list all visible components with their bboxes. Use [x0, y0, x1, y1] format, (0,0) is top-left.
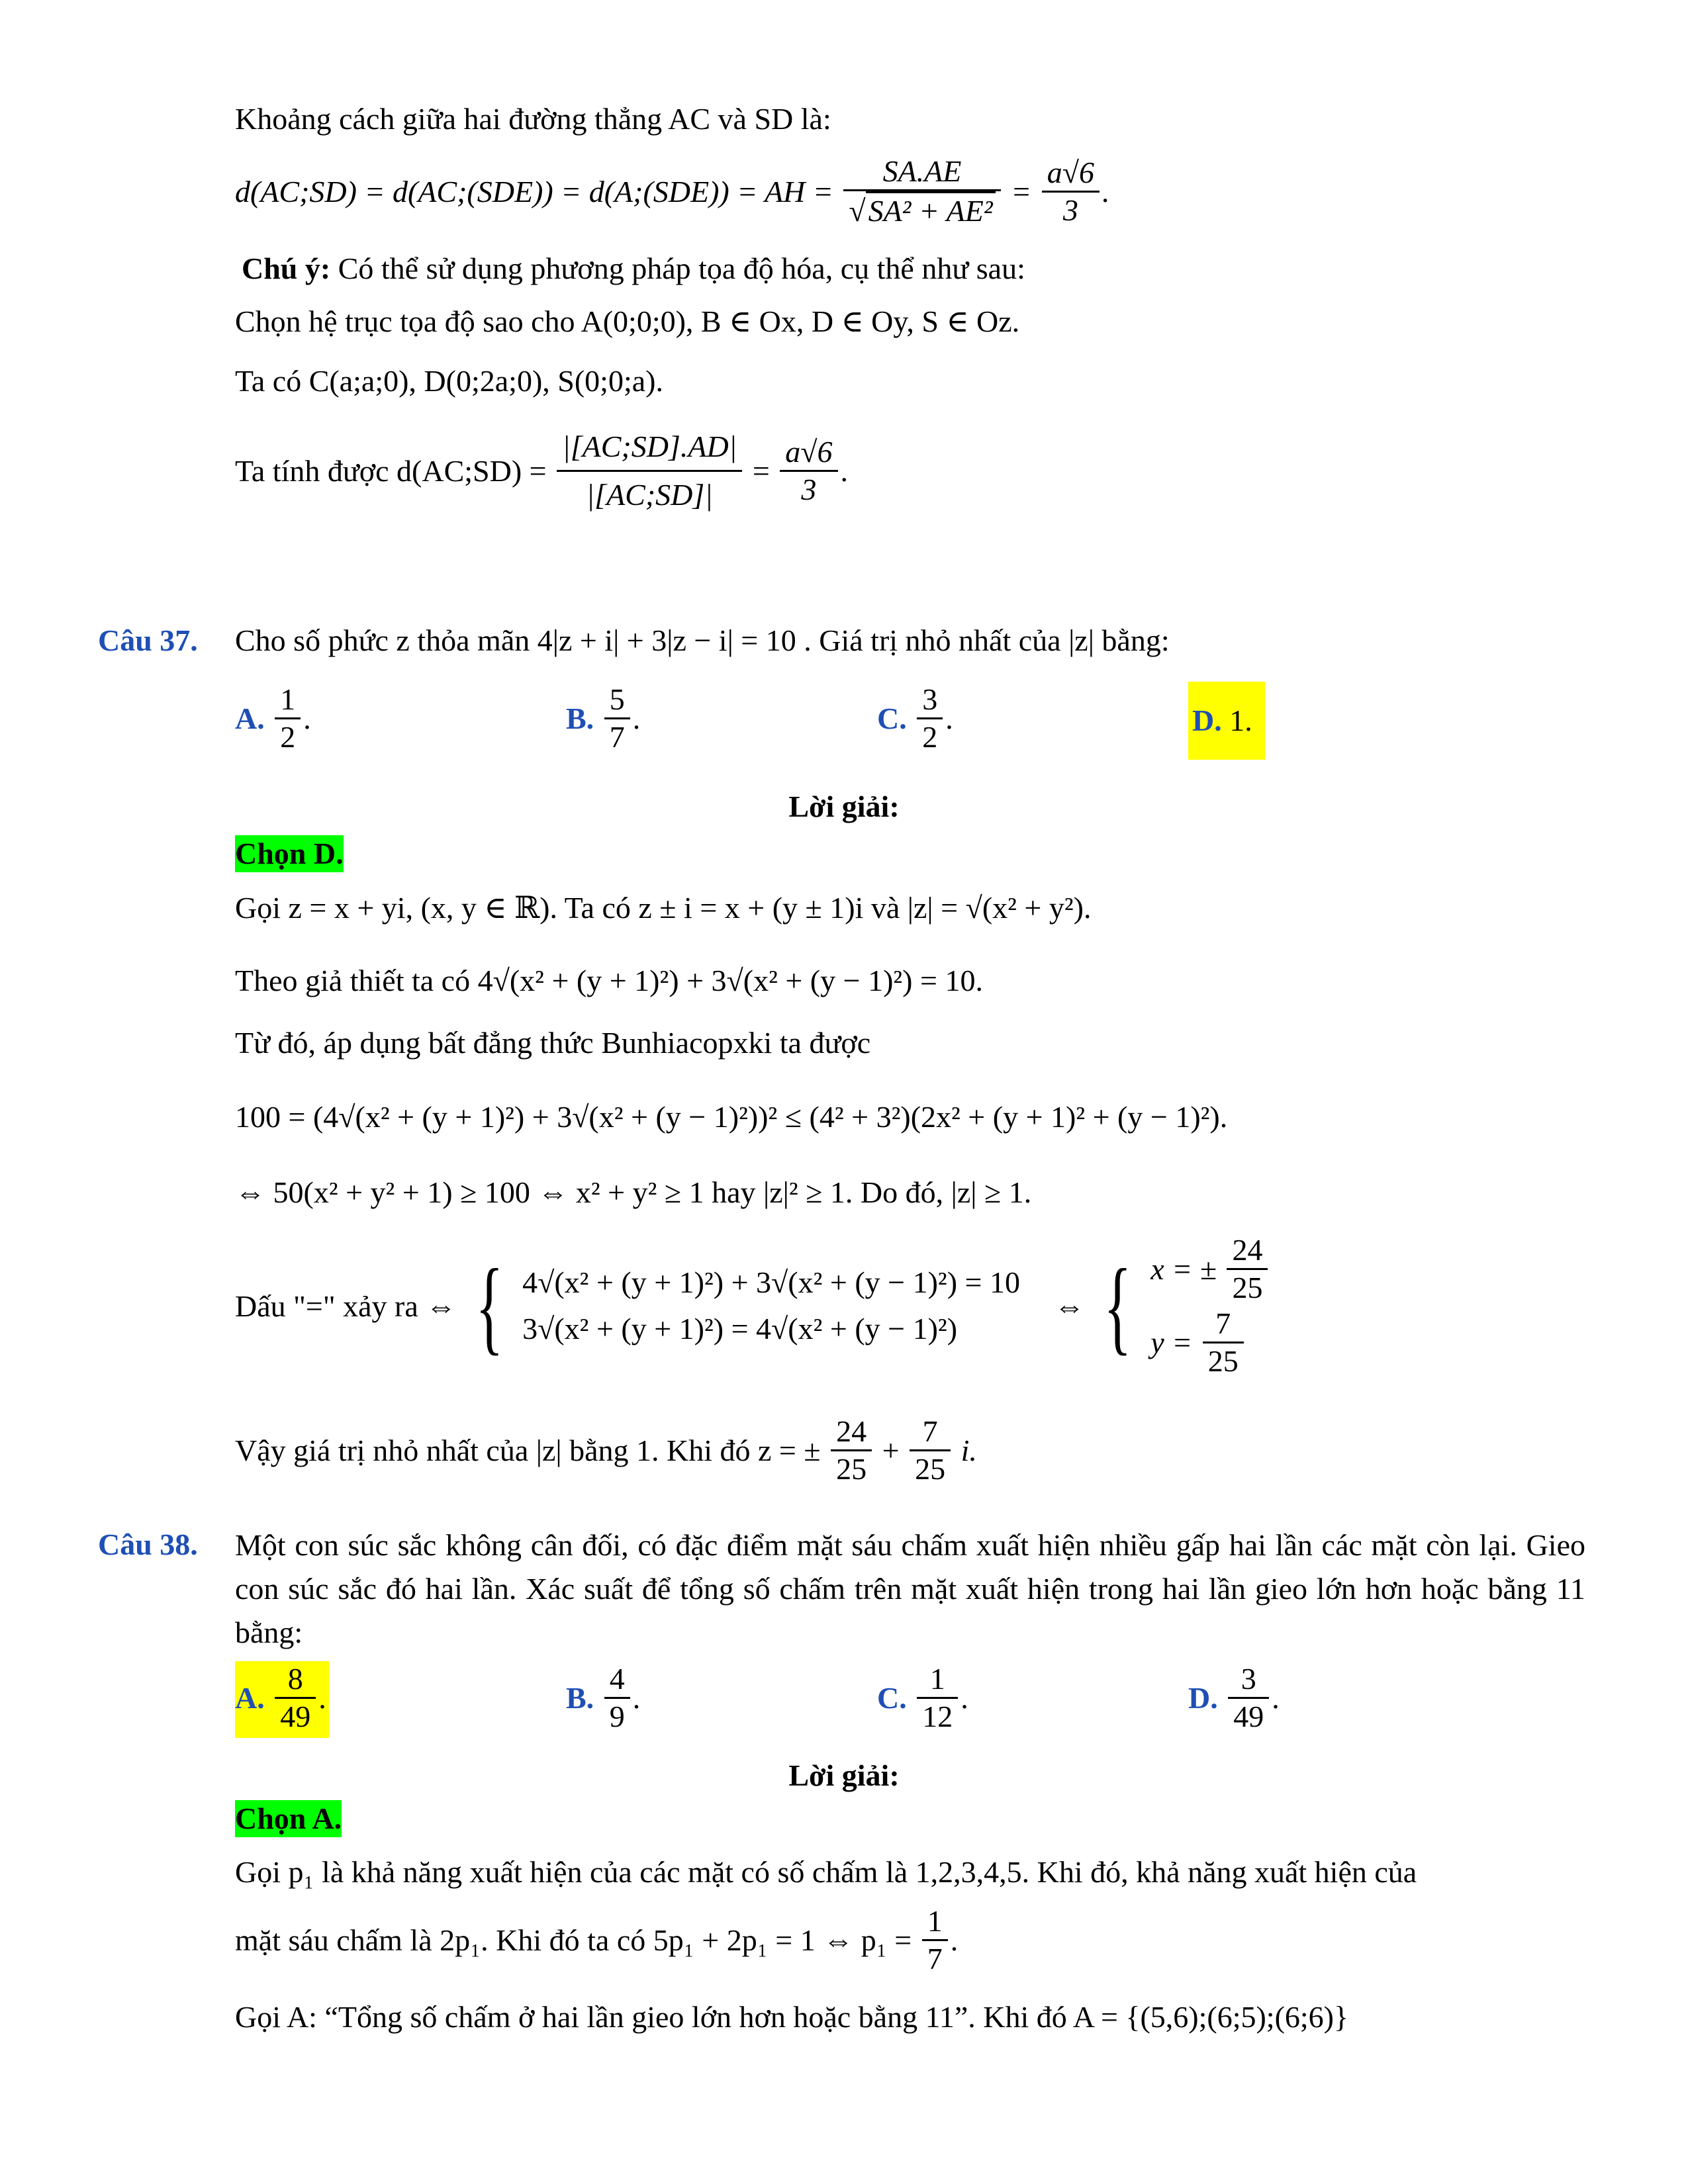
q37-conclusion-n1: 24	[831, 1414, 872, 1451]
q37-option-a-fraction	[275, 682, 301, 755]
distance-fraction	[843, 154, 1000, 229]
q38-option-c-num: 1	[917, 1661, 958, 1699]
q37-option-a-num: 1	[275, 682, 301, 719]
distance-formula: d(AC;SD) = d(AC;(SDE)) = d(A;(SDE)) = AH = $\frac{SA.AE}{\text{√SA² + AE²}}$ = $\frac{a√6}{3}$ .	[235, 154, 1110, 228]
q37-option-d-value: 1.	[1229, 704, 1252, 737]
distance-fraction-num: SA.AE	[843, 154, 1000, 191]
q37-line-4: 100 = (4√(x² + (y + 1)²) + 3√(x² + (y − 1)²))² ≤ (4² + 3²)(2x² + (y + 1)² + (y − 1)²).	[235, 1100, 1228, 1134]
question-38-label: Câu 38.	[98, 1527, 198, 1561]
q37-choice: Chọn D.	[235, 835, 344, 872]
q37-option-c-letter: C.	[877, 702, 907, 735]
q38-option-a-letter: A.	[235, 1681, 265, 1715]
q37-option-b-fraction	[604, 682, 630, 755]
q38-option-d: D. $\frac{3}{49}$ .	[1188, 1662, 1280, 1733]
q37-conclusion-plus: +	[882, 1433, 900, 1467]
q37-solution-title: Lời giải:	[788, 790, 900, 823]
q38-line-2-frac	[922, 1903, 948, 1977]
q37-conclusion-prefix: Vậy giá trị nhỏ nhất của |z| bằng 1. Khi đó z = ±	[235, 1433, 821, 1467]
q38-option-d-fraction	[1228, 1661, 1269, 1735]
q38-option-a-den: 49	[280, 1700, 311, 1733]
q38-option-b-num: 4	[604, 1661, 630, 1699]
vector-distance-den: |[AC;SD]|	[586, 478, 713, 512]
note-label: Chú ý:	[242, 251, 331, 285]
q37-conclusion-frac-1	[831, 1414, 872, 1487]
q37-option-c-den: 2	[922, 720, 938, 754]
q37-conclusion-n2: 7	[910, 1414, 951, 1451]
q38-option-d-letter: D.	[1188, 1681, 1218, 1715]
note-line	[242, 250, 1025, 287]
q37-system-2-x-num: 24	[1227, 1232, 1268, 1270]
q37-option-c-fraction	[917, 682, 943, 755]
q38-solution-title: Lời giải:	[788, 1758, 900, 1792]
distance-statement: Khoảng cách giữa hai đường thẳng AC và SD là:	[235, 102, 831, 136]
q38-option-b-fraction	[604, 1661, 630, 1735]
vector-distance-num: |[AC;SD].AD|	[557, 424, 742, 472]
q38-option-c-letter: C.	[877, 1681, 907, 1715]
q38-option-a-fraction	[275, 1661, 316, 1735]
coordinate-system-line: Chọn hệ trục tọa độ sao cho A(0;0;0), B ∈ Ox, D ∈ Oy, S ∈ Oz.	[235, 304, 1020, 338]
q37-option-a: A. $\frac{1}{2}$ .	[235, 682, 311, 754]
q38-line-2-prefix: mặt sáu chấm là 2p₁. Khi đó ta có 5p₁ + 2p₁ = 1 ⇔ p₁ =	[235, 1923, 912, 1957]
q38-option-c-den: 12	[922, 1700, 953, 1733]
vector-distance-formula: Ta tính được d(AC;SD) = $\frac{|[AC;SD].AD|}{|[AC;SD]|}$ = $\frac{a√6}{3}$ .	[235, 424, 848, 549]
distance-formula-main: d(AC;SD) = d(AC;(SDE)) = d(A;(SDE)) = AH =	[235, 174, 833, 208]
q37-option-a-letter: A.	[235, 702, 265, 735]
q37-option-b-num: 5	[604, 682, 630, 719]
q37-option-d-letter: D.	[1192, 704, 1222, 737]
q37-conclusion-d1: 25	[836, 1452, 867, 1486]
q37-line-3: Từ đó, áp dụng bất đẳng thức Bunhiacopxki ta được	[235, 1026, 871, 1060]
q38-line-2: mặt sáu chấm là 2p₁. Khi đó ta có 5p₁ + 2p₁ = 1 ⇔ p₁ = $\frac{1}{7}$ .	[235, 1904, 959, 1976]
q37-conclusion-frac-2	[910, 1414, 951, 1487]
question-37-label: Câu 37.	[98, 623, 198, 657]
q38-option-a: A. $\frac{8}{49}$ .	[235, 1661, 329, 1738]
q38-option-b-letter: B.	[566, 1681, 594, 1715]
q37-system-2-y-frac	[1203, 1306, 1244, 1379]
q37-conclusion	[235, 1414, 977, 1493]
vector-distance-result	[780, 434, 837, 508]
q37-system-2-y-lhs: y =	[1150, 1326, 1193, 1359]
q37-system-2-x-den: 25	[1232, 1271, 1263, 1304]
q38-option-a-num: 8	[275, 1661, 316, 1699]
q37-system-1	[522, 1259, 1020, 1352]
q37-system-1-eq-1: 4√(x² + (y + 1)²) + 3√(x² + (y − 1)²) = 10	[522, 1265, 1020, 1299]
q37-option-a-den: 2	[280, 720, 296, 754]
q37-option-c: C. $\frac{3}{2}$ .	[877, 682, 953, 754]
points-line: Ta có C(a;a;0), D(0;2a;0), S(0;0;a).	[235, 364, 663, 398]
q38-line-2-num: 1	[922, 1903, 948, 1941]
question-37-stem: Cho số phức z thỏa mãn 4|z + i| + 3|z − i| = 10 . Giá trị nhỏ nhất của |z| bằng:	[235, 623, 1170, 657]
q38-line-3: Gọi A: “Tổng số chấm ở hai lần gieo lớn hơn hoặc bằng 11”. Khi đó A = {(5,6);(6;5);(6;6)}	[235, 2000, 1349, 2034]
q38-option-d-num: 3	[1228, 1661, 1269, 1699]
q37-brace-1: {	[475, 1247, 504, 1365]
distance-fraction-den-radicand: SA² + AE²	[866, 191, 996, 229]
q37-system-2-y	[1150, 1306, 1270, 1379]
q37-option-b-den: 7	[609, 720, 625, 754]
q37-system-2-x	[1150, 1232, 1270, 1306]
q37-line-5: ⇔ 50(x² + y² + 1) ≥ 100 ⇔ x² + y² ≥ 1 hay |z|² ≥ 1. Do đó, |z| ≥ 1.	[235, 1175, 1032, 1209]
q37-system-2-y-den: 25	[1207, 1344, 1239, 1378]
q37-system-1-eq-2: 3√(x² + (y + 1)²) = 4√(x² + (y − 1)²)	[522, 1312, 958, 1345]
distance-equals: =	[1011, 174, 1032, 208]
q37-conclusion-d2: 25	[915, 1452, 946, 1486]
q37-option-d	[1188, 682, 1265, 760]
q38-line-2-den: 7	[927, 1942, 943, 1976]
q38-option-c: C. $\frac{1}{12}$ .	[877, 1662, 968, 1733]
distance-result	[1042, 155, 1100, 228]
q37-option-b-letter: B.	[566, 702, 594, 735]
q37-option-c-num: 3	[917, 682, 943, 719]
q37-system-2-x-frac	[1227, 1232, 1268, 1306]
q38-option-d-den: 49	[1233, 1700, 1264, 1733]
q38-option-b: B. $\frac{4}{9}$ .	[566, 1662, 641, 1733]
q37-conclusion-suffix: i.	[961, 1433, 977, 1467]
q37-system-2-x-lhs: x = ±	[1150, 1252, 1217, 1286]
q37-system-2-y-num: 7	[1203, 1306, 1244, 1343]
q37-line-1: Gọi z = x + yi, (x, y ∈ ℝ). Ta có z ± i = x + (y ± 1)i và |z| = √(x² + y²).	[235, 891, 1092, 925]
distance-fraction-den: √SA² + AE²	[843, 191, 1000, 229]
q38-choice: Chọn A.	[235, 1800, 342, 1837]
q38-option-c-fraction	[917, 1661, 958, 1735]
vector-distance-prefix: Ta tính được d(AC;SD) =	[235, 454, 547, 488]
q37-equality-condition	[235, 1232, 1270, 1411]
q37-equiv: ⇔	[1054, 1289, 1085, 1323]
q37-line-2: Theo giả thiết ta có 4√(x² + (y + 1)²) + 3√(x² + (y − 1)²) = 10.	[235, 964, 983, 997]
vector-distance-result-den: 3	[801, 473, 817, 506]
q38-option-b-den: 9	[609, 1700, 625, 1733]
note-text: Có thể sử dụng phương pháp tọa độ hóa, cụ thể như sau:	[338, 251, 1025, 285]
distance-result-num: a√6	[1042, 155, 1100, 193]
question-38-stem: Một con súc sắc không cân đối, có đặc điểm mặt sáu chấm xuất hiện nhiều gấp hai lần các mặt còn lại. Gieo con súc sắc đó hai lần. Xác suất để tổng số chấm trên mặt xuất hiện trong hai lần gieo lớn hơn hoặc bằng 11 bằng:	[235, 1528, 1585, 1649]
q37-equality-prefix: Dấu "=" xảy ra ⇔	[235, 1289, 457, 1323]
q37-brace-2: {	[1103, 1247, 1132, 1365]
distance-result-den: 3	[1062, 193, 1078, 227]
q37-system-2	[1150, 1232, 1270, 1379]
vector-distance-result-num: a√6	[780, 434, 837, 472]
vector-distance-fraction	[557, 424, 742, 518]
q38-line-1: Gọi p₁ là khả năng xuất hiện của các mặt có số chấm là 1,2,3,4,5. Khi đó, khả năng xuất hiện của	[235, 1855, 1417, 1889]
q37-option-b: B. $\frac{5}{7}$ .	[566, 682, 641, 754]
